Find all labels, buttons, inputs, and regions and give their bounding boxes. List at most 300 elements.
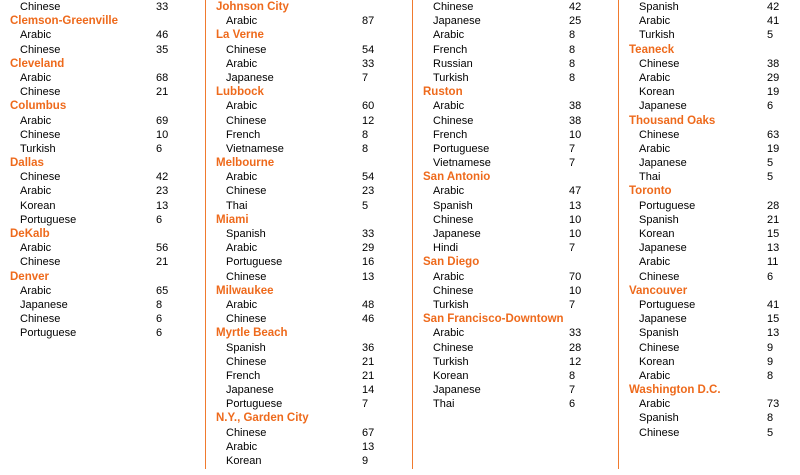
language-name: Chinese bbox=[20, 128, 61, 141]
language-row bbox=[206, 440, 406, 454]
column-4 bbox=[619, 0, 800, 469]
city-heading: N.Y., Garden City bbox=[216, 412, 309, 425]
language-count: 8 bbox=[569, 43, 576, 56]
language-row bbox=[206, 128, 406, 142]
language-row bbox=[0, 170, 200, 184]
language-name: Arabic bbox=[639, 398, 671, 411]
language-count: 60 bbox=[362, 100, 375, 113]
language-row bbox=[413, 142, 613, 156]
language-row bbox=[619, 0, 800, 14]
language-count: 69 bbox=[156, 114, 169, 127]
language-count: 48 bbox=[362, 298, 375, 311]
language-name: Korean bbox=[226, 455, 262, 467]
language-count: 35 bbox=[156, 43, 169, 56]
language-count: 70 bbox=[569, 270, 582, 283]
language-row bbox=[206, 241, 406, 255]
language-count: 33 bbox=[362, 57, 375, 70]
language-name: Vietnamese bbox=[433, 157, 491, 170]
language-name: Arabic bbox=[226, 242, 258, 255]
language-count: 21 bbox=[362, 355, 375, 368]
language-count: 12 bbox=[569, 355, 582, 368]
language-name: Korean bbox=[639, 86, 675, 99]
language-row bbox=[0, 312, 200, 326]
language-row bbox=[413, 43, 613, 57]
city-heading: Clemson-Greenville bbox=[10, 15, 119, 28]
language-name: Arabic bbox=[433, 327, 465, 340]
language-row bbox=[0, 0, 200, 14]
language-row bbox=[413, 284, 613, 298]
language-count: 7 bbox=[569, 157, 576, 170]
language-row bbox=[619, 270, 800, 284]
language-name: Korean bbox=[639, 355, 675, 368]
language-row bbox=[206, 454, 406, 468]
language-name: Arabic bbox=[226, 298, 258, 311]
language-count: 65 bbox=[156, 284, 169, 297]
language-name: Arabic bbox=[20, 284, 52, 297]
language-name: Turkish bbox=[433, 71, 469, 84]
language-row bbox=[206, 270, 406, 284]
language-row bbox=[619, 255, 800, 269]
language-row bbox=[206, 14, 406, 28]
city-heading: Myrtle Beach bbox=[216, 327, 288, 340]
language-count: 23 bbox=[362, 185, 375, 198]
language-name: Arabic bbox=[639, 369, 671, 382]
city-heading: Thousand Oaks bbox=[629, 114, 716, 127]
language-count: 38 bbox=[767, 57, 780, 70]
language-count: 13 bbox=[569, 199, 582, 212]
language-count: 67 bbox=[362, 426, 375, 439]
language-row bbox=[413, 298, 613, 312]
language-row bbox=[0, 284, 200, 298]
language-row bbox=[413, 0, 613, 14]
language-name: Arabic bbox=[20, 71, 52, 84]
language-name: French bbox=[433, 128, 468, 141]
language-name: Japanese bbox=[433, 15, 481, 28]
language-name: Spanish bbox=[226, 228, 266, 240]
language-count: 6 bbox=[156, 142, 163, 155]
language-count: 7 bbox=[362, 398, 369, 411]
language-name: Portuguese bbox=[20, 213, 77, 226]
language-count: 6 bbox=[156, 213, 163, 226]
language-name: Turkish bbox=[433, 355, 469, 368]
language-name: Turkish bbox=[20, 142, 56, 155]
city-heading: Johnson City bbox=[216, 1, 289, 13]
language-count: 13 bbox=[362, 440, 375, 453]
language-row bbox=[619, 156, 800, 170]
city-heading: Dallas bbox=[10, 157, 44, 170]
language-count: 87 bbox=[362, 15, 375, 28]
language-row bbox=[619, 170, 800, 184]
city-heading: Toronto bbox=[629, 185, 672, 198]
language-row bbox=[206, 199, 406, 213]
language-name: Arabic bbox=[20, 242, 52, 255]
column-1 bbox=[0, 0, 200, 469]
language-name: Korean bbox=[20, 199, 56, 212]
language-row bbox=[413, 57, 613, 71]
language-count: 21 bbox=[767, 213, 780, 226]
language-name: Spanish bbox=[226, 341, 266, 354]
language-name: Chinese bbox=[639, 341, 680, 354]
language-count: 8 bbox=[156, 298, 163, 311]
language-count: 5 bbox=[362, 199, 369, 212]
language-row bbox=[619, 341, 800, 355]
language-count: 6 bbox=[156, 327, 163, 340]
language-row bbox=[413, 156, 613, 170]
language-name: Arabic bbox=[20, 29, 52, 42]
language-name: Chinese bbox=[433, 1, 474, 13]
language-count: 6 bbox=[569, 398, 576, 411]
language-name: Korean bbox=[639, 228, 675, 240]
language-row bbox=[0, 128, 200, 142]
language-row bbox=[619, 312, 800, 326]
language-row bbox=[619, 14, 800, 28]
language-row bbox=[413, 270, 613, 284]
language-name: Portuguese bbox=[226, 398, 283, 411]
language-row bbox=[0, 326, 200, 340]
language-count: 28 bbox=[569, 341, 582, 354]
language-row bbox=[206, 43, 406, 57]
language-count: 9 bbox=[362, 455, 369, 467]
city-heading: Vancouver bbox=[629, 284, 688, 297]
language-name: Chinese bbox=[20, 256, 61, 269]
city-heading: Denver bbox=[10, 270, 49, 283]
language-row bbox=[206, 426, 406, 440]
language-row bbox=[206, 383, 406, 397]
language-name: Arabic bbox=[226, 100, 258, 113]
language-row bbox=[206, 114, 406, 128]
language-name: Chinese bbox=[433, 213, 474, 226]
language-count: 19 bbox=[767, 86, 780, 99]
language-name: Arabic bbox=[226, 15, 258, 28]
language-count: 8 bbox=[569, 71, 576, 84]
language-name: Russian bbox=[433, 57, 473, 70]
language-count: 33 bbox=[569, 327, 582, 340]
language-name: Portuguese bbox=[639, 298, 696, 311]
language-row bbox=[413, 99, 613, 113]
language-count: 33 bbox=[156, 1, 169, 13]
language-row bbox=[413, 128, 613, 142]
language-row bbox=[413, 71, 613, 85]
language-name: Japanese bbox=[639, 100, 687, 113]
language-name: Chinese bbox=[433, 114, 474, 127]
language-name: Spanish bbox=[639, 213, 679, 226]
language-name: Spanish bbox=[639, 327, 679, 340]
language-name: Portuguese bbox=[20, 327, 77, 340]
language-row bbox=[619, 57, 800, 71]
language-row bbox=[619, 426, 800, 440]
language-row bbox=[619, 142, 800, 156]
language-name: Japanese bbox=[20, 298, 68, 311]
language-count: 23 bbox=[156, 185, 169, 198]
language-name: Arabic bbox=[226, 171, 258, 184]
language-row bbox=[619, 99, 800, 113]
language-count: 54 bbox=[362, 43, 375, 56]
language-row bbox=[413, 213, 613, 227]
language-name: Japanese bbox=[433, 228, 481, 240]
language-count: 10 bbox=[569, 284, 582, 297]
language-name: Chinese bbox=[20, 313, 61, 326]
language-name: Arabic bbox=[639, 15, 671, 28]
language-name: Vietnamese bbox=[226, 142, 284, 155]
language-name: Portuguese bbox=[639, 199, 696, 212]
language-name: Chinese bbox=[20, 43, 61, 56]
language-name: Portuguese bbox=[433, 142, 490, 155]
language-name: Chinese bbox=[639, 57, 680, 70]
language-name: Arabic bbox=[433, 100, 465, 113]
language-row bbox=[413, 28, 613, 42]
language-count: 13 bbox=[767, 327, 780, 340]
language-count: 42 bbox=[569, 1, 582, 13]
city-heading: Washington D.C. bbox=[629, 384, 721, 397]
language-row bbox=[619, 355, 800, 369]
city-heading: San Antonio bbox=[423, 171, 491, 184]
language-name: Portuguese bbox=[226, 256, 283, 269]
language-count: 56 bbox=[156, 242, 169, 255]
language-count: 8 bbox=[569, 29, 576, 42]
language-count: 54 bbox=[362, 171, 375, 184]
language-row bbox=[206, 71, 406, 85]
language-name: Arabic bbox=[433, 29, 465, 42]
language-count: 42 bbox=[156, 171, 169, 184]
language-name: Arabic bbox=[639, 256, 671, 269]
language-count: 21 bbox=[156, 256, 169, 269]
language-name: Arabic bbox=[639, 71, 671, 84]
language-count: 11 bbox=[767, 256, 779, 269]
language-name: Japanese bbox=[433, 384, 481, 397]
language-count: 42 bbox=[767, 1, 780, 13]
language-row bbox=[0, 28, 200, 42]
language-row bbox=[206, 397, 406, 411]
language-count: 10 bbox=[569, 228, 582, 240]
language-name: Japanese bbox=[639, 313, 687, 326]
language-count: 29 bbox=[362, 242, 375, 255]
language-name: French bbox=[226, 369, 261, 382]
language-name: Spanish bbox=[639, 412, 679, 425]
language-name: Chinese bbox=[226, 426, 267, 439]
language-count: 6 bbox=[767, 270, 774, 283]
language-count: 5 bbox=[767, 157, 774, 170]
language-row bbox=[206, 184, 406, 198]
language-name: Chinese bbox=[20, 86, 61, 99]
language-name: Arabic bbox=[20, 185, 52, 198]
city-heading: Milwaukee bbox=[216, 284, 274, 297]
language-row bbox=[413, 369, 613, 383]
city-heading: DeKalb bbox=[10, 228, 50, 240]
language-count: 28 bbox=[767, 199, 780, 212]
language-row bbox=[0, 114, 200, 128]
language-row bbox=[413, 114, 613, 128]
language-row bbox=[206, 355, 406, 369]
city-heading: Lubbock bbox=[216, 86, 264, 99]
language-name: Japanese bbox=[226, 71, 274, 84]
language-count: 36 bbox=[362, 341, 375, 354]
language-name: Chinese bbox=[20, 171, 61, 184]
language-name: Spanish bbox=[639, 1, 679, 13]
language-row bbox=[0, 43, 200, 57]
language-row bbox=[619, 241, 800, 255]
language-name: Chinese bbox=[226, 355, 267, 368]
language-name: Japanese bbox=[639, 242, 687, 255]
language-row bbox=[619, 28, 800, 42]
language-row bbox=[0, 199, 200, 213]
language-count: 19 bbox=[767, 142, 780, 155]
language-count: 46 bbox=[156, 29, 169, 42]
language-name: Chinese bbox=[226, 114, 267, 127]
language-name: Chinese bbox=[639, 426, 680, 439]
language-row bbox=[206, 142, 406, 156]
language-name: Arabic bbox=[639, 142, 671, 155]
language-count: 7 bbox=[569, 242, 576, 255]
language-count: 63 bbox=[767, 128, 780, 141]
language-name: Chinese bbox=[226, 43, 267, 56]
language-row bbox=[619, 199, 800, 213]
language-name: Korean bbox=[433, 369, 469, 382]
language-row bbox=[619, 128, 800, 142]
city-heading: Cleveland bbox=[10, 57, 65, 70]
language-name: Thai bbox=[226, 199, 248, 212]
language-count: 9 bbox=[767, 341, 774, 354]
language-name: Turkish bbox=[639, 29, 675, 42]
language-count: 8 bbox=[767, 412, 774, 425]
language-row bbox=[0, 71, 200, 85]
language-name: Spanish bbox=[433, 199, 473, 212]
language-row bbox=[206, 341, 406, 355]
language-row bbox=[413, 355, 613, 369]
language-row bbox=[206, 227, 406, 241]
column-3 bbox=[413, 0, 613, 469]
language-count: 6 bbox=[156, 313, 163, 326]
language-count: 41 bbox=[767, 298, 780, 311]
language-row bbox=[413, 14, 613, 28]
language-name: Chinese bbox=[433, 341, 474, 354]
language-count: 13 bbox=[362, 270, 375, 283]
language-row bbox=[619, 397, 800, 411]
language-row bbox=[0, 255, 200, 269]
language-count: 5 bbox=[767, 426, 774, 439]
language-name: Chinese bbox=[639, 270, 680, 283]
city-heading: Melbourne bbox=[216, 157, 275, 170]
language-count: 10 bbox=[569, 213, 582, 226]
language-count: 7 bbox=[569, 384, 576, 397]
language-row bbox=[619, 411, 800, 425]
language-row bbox=[206, 99, 406, 113]
language-name: Arabic bbox=[433, 270, 465, 283]
language-name: Arabic bbox=[226, 57, 258, 70]
language-name: Arabic bbox=[226, 440, 258, 453]
language-row bbox=[413, 227, 613, 241]
language-row bbox=[0, 142, 200, 156]
language-count: 8 bbox=[569, 57, 576, 70]
language-count: 46 bbox=[362, 313, 375, 326]
language-count: 15 bbox=[767, 313, 780, 326]
city-heading: San Francisco-Downtown bbox=[423, 313, 564, 326]
language-count: 7 bbox=[362, 71, 369, 84]
language-count: 9 bbox=[767, 355, 774, 368]
language-name: Japanese bbox=[639, 157, 687, 170]
language-count: 6 bbox=[767, 100, 774, 113]
language-row bbox=[619, 85, 800, 99]
language-count: 21 bbox=[362, 369, 375, 382]
language-name: Turkish bbox=[433, 298, 469, 311]
language-row bbox=[619, 326, 800, 340]
language-row bbox=[619, 213, 800, 227]
city-heading: La Verne bbox=[216, 29, 264, 42]
language-name: French bbox=[433, 43, 468, 56]
language-row bbox=[619, 71, 800, 85]
language-row bbox=[619, 369, 800, 383]
language-count: 5 bbox=[767, 171, 774, 184]
language-count: 21 bbox=[156, 86, 169, 99]
language-count: 13 bbox=[767, 242, 780, 255]
language-name: Hindi bbox=[433, 242, 459, 255]
language-row bbox=[0, 213, 200, 227]
language-count: 16 bbox=[362, 256, 375, 269]
language-count: 73 bbox=[767, 398, 780, 411]
language-count: 5 bbox=[767, 29, 774, 42]
language-count: 47 bbox=[569, 185, 582, 198]
language-count: 13 bbox=[156, 199, 169, 212]
city-heading: San Diego bbox=[423, 256, 480, 269]
language-name: Arabic bbox=[433, 185, 465, 198]
language-count: 10 bbox=[569, 128, 582, 141]
language-row bbox=[0, 241, 200, 255]
language-name: Chinese bbox=[20, 1, 61, 13]
language-row bbox=[413, 341, 613, 355]
language-name: Thai bbox=[639, 171, 661, 184]
language-name: French bbox=[226, 128, 261, 141]
language-row bbox=[413, 241, 613, 255]
language-name: Chinese bbox=[226, 185, 267, 198]
language-count: 25 bbox=[569, 15, 582, 28]
language-name: Chinese bbox=[226, 270, 267, 283]
language-name: Japanese bbox=[226, 384, 274, 397]
language-count: 29 bbox=[767, 71, 780, 84]
language-count: 33 bbox=[362, 228, 375, 240]
language-count: 7 bbox=[569, 142, 576, 155]
language-count: 15 bbox=[767, 228, 780, 240]
language-row bbox=[0, 184, 200, 198]
language-count: 38 bbox=[569, 114, 582, 127]
language-count: 7 bbox=[569, 298, 576, 311]
language-count: 38 bbox=[569, 100, 582, 113]
language-count: 8 bbox=[569, 369, 576, 382]
language-count: 68 bbox=[156, 71, 169, 84]
language-name: Thai bbox=[433, 398, 455, 411]
language-row bbox=[206, 369, 406, 383]
city-heading: Teaneck bbox=[629, 43, 675, 56]
language-name: Chinese bbox=[226, 313, 267, 326]
city-heading: Miami bbox=[216, 213, 249, 226]
language-row bbox=[206, 312, 406, 326]
language-name: Chinese bbox=[433, 284, 474, 297]
city-heading: Ruston bbox=[423, 86, 463, 99]
language-count: 12 bbox=[362, 114, 375, 127]
language-row bbox=[619, 227, 800, 241]
language-count: 8 bbox=[767, 369, 774, 382]
language-row bbox=[413, 397, 613, 411]
city-heading: Columbus bbox=[10, 100, 67, 113]
language-row bbox=[413, 383, 613, 397]
language-count: 8 bbox=[362, 128, 369, 141]
language-row bbox=[0, 298, 200, 312]
language-count: 14 bbox=[362, 384, 375, 397]
language-row bbox=[0, 85, 200, 99]
language-row bbox=[413, 184, 613, 198]
language-row bbox=[206, 298, 406, 312]
language-row bbox=[206, 57, 406, 71]
language-count: 41 bbox=[767, 15, 780, 28]
language-name: Chinese bbox=[639, 128, 680, 141]
